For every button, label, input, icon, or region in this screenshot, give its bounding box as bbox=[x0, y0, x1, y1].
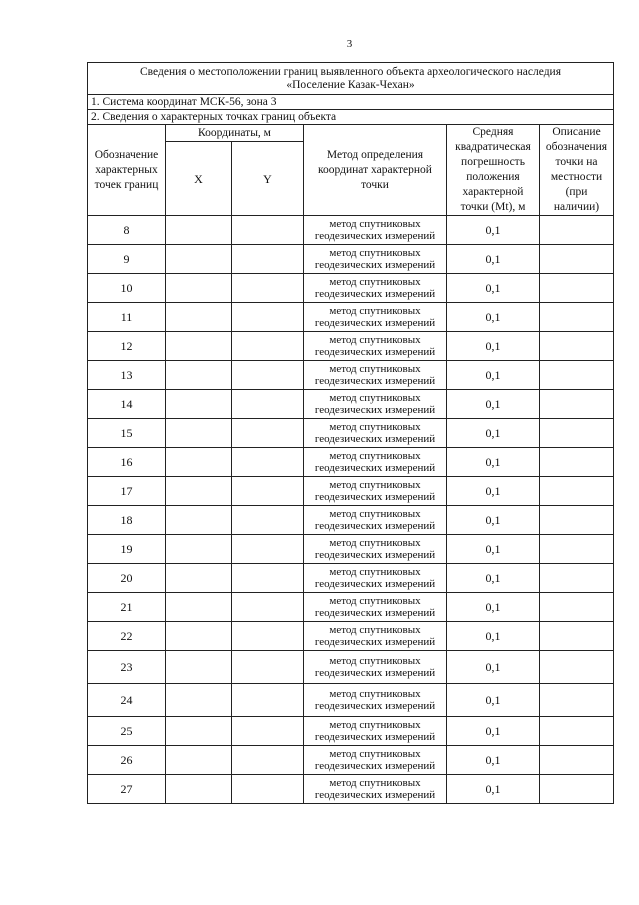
y-coordinate-cell bbox=[232, 506, 304, 535]
method-cell bbox=[304, 332, 447, 361]
point-number-cell: 13 bbox=[88, 361, 166, 390]
method-line-2: геодезических измерений bbox=[314, 433, 436, 445]
y-coordinate-cell bbox=[232, 303, 304, 332]
table-row bbox=[88, 361, 614, 390]
table-row bbox=[88, 332, 614, 361]
header-row-1 bbox=[88, 125, 614, 142]
method-cell bbox=[304, 746, 447, 775]
description-cell bbox=[540, 332, 614, 361]
error-value-cell: 0,1 bbox=[447, 216, 540, 245]
method-line-2: геодезических измерений bbox=[314, 549, 436, 561]
x-coordinate-cell bbox=[166, 622, 232, 651]
point-number-cell: 17 bbox=[88, 477, 166, 506]
x-coordinate-cell bbox=[166, 564, 232, 593]
y-coordinate-cell bbox=[232, 622, 304, 651]
table-row bbox=[88, 684, 614, 717]
coordinates-header: Координаты, м bbox=[166, 125, 304, 142]
description-cell bbox=[540, 593, 614, 622]
method-line-1: метод спутниковых bbox=[329, 450, 421, 462]
description-cell bbox=[540, 390, 614, 419]
x-header: X bbox=[166, 142, 232, 216]
method-line-1: метод спутниковых bbox=[329, 624, 421, 636]
error-value-cell: 0,1 bbox=[447, 390, 540, 419]
method-line-2: геодезических измерений bbox=[314, 700, 436, 712]
error-value-cell: 0,1 bbox=[447, 477, 540, 506]
error-value-cell: 0,1 bbox=[447, 775, 540, 804]
method-cell bbox=[304, 564, 447, 593]
x-coordinate-cell bbox=[166, 535, 232, 564]
section-2-row bbox=[88, 110, 614, 125]
method-line-1: метод спутниковых bbox=[329, 748, 421, 760]
x-coordinate-cell bbox=[166, 448, 232, 477]
method-line-2: геодезических измерений bbox=[314, 462, 436, 474]
error-value-cell: 0,1 bbox=[447, 593, 540, 622]
point-number-cell: 22 bbox=[88, 622, 166, 651]
method-line-2: геодезических измерений bbox=[314, 789, 436, 801]
boundary-points-table bbox=[87, 62, 614, 804]
table-row bbox=[88, 419, 614, 448]
error-value-cell: 0,1 bbox=[447, 448, 540, 477]
x-coordinate-cell bbox=[166, 245, 232, 274]
x-coordinate-cell bbox=[166, 593, 232, 622]
y-coordinate-cell bbox=[232, 216, 304, 245]
table-row bbox=[88, 564, 614, 593]
method-line-1: метод спутниковых bbox=[329, 479, 421, 491]
method-line-1: метод спутниковых bbox=[329, 508, 421, 520]
error-value-cell: 0,1 bbox=[447, 506, 540, 535]
table-row bbox=[88, 245, 614, 274]
y-coordinate-cell bbox=[232, 361, 304, 390]
x-coordinate-cell bbox=[166, 216, 232, 245]
error-value-cell: 0,1 bbox=[447, 361, 540, 390]
x-coordinate-cell bbox=[166, 361, 232, 390]
description-header: Описание обозначения точки на местности (при наличии) bbox=[540, 125, 614, 216]
error-value-cell: 0,1 bbox=[447, 535, 540, 564]
y-coordinate-cell bbox=[232, 390, 304, 419]
x-coordinate-cell bbox=[166, 477, 232, 506]
point-number-cell: 11 bbox=[88, 303, 166, 332]
method-cell bbox=[304, 216, 447, 245]
description-cell bbox=[540, 448, 614, 477]
method-line-2: геодезических измерений bbox=[314, 491, 436, 503]
method-line-2: геодезических измерений bbox=[314, 760, 436, 772]
error-value-cell: 0,1 bbox=[447, 245, 540, 274]
method-cell bbox=[304, 390, 447, 419]
description-cell bbox=[540, 746, 614, 775]
points-section-label: 2. Сведения о характерных точках границ объекта bbox=[88, 110, 614, 125]
method-cell bbox=[304, 448, 447, 477]
y-coordinate-cell bbox=[232, 448, 304, 477]
section-1-row bbox=[88, 95, 614, 110]
method-line-1: метод спутниковых bbox=[329, 566, 421, 578]
table-row bbox=[88, 303, 614, 332]
method-line-2: геодезических измерений bbox=[314, 259, 436, 271]
y-coordinate-cell bbox=[232, 651, 304, 684]
method-line-1: метод спутниковых bbox=[329, 421, 421, 433]
method-cell bbox=[304, 361, 447, 390]
method-line-2: геодезических измерений bbox=[314, 520, 436, 532]
y-coordinate-cell bbox=[232, 684, 304, 717]
y-coordinate-cell bbox=[232, 593, 304, 622]
x-coordinate-cell bbox=[166, 274, 232, 303]
point-number-cell: 20 bbox=[88, 564, 166, 593]
y-coordinate-cell bbox=[232, 274, 304, 303]
table-row bbox=[88, 274, 614, 303]
x-coordinate-cell bbox=[166, 303, 232, 332]
error-value-cell: 0,1 bbox=[447, 419, 540, 448]
description-cell bbox=[540, 564, 614, 593]
error-value-cell: 0,1 bbox=[447, 332, 540, 361]
method-line-1: метод спутниковых bbox=[329, 392, 421, 404]
description-cell bbox=[540, 506, 614, 535]
error-value-cell: 0,1 bbox=[447, 746, 540, 775]
method-cell bbox=[304, 593, 447, 622]
error-value-cell: 0,1 bbox=[447, 717, 540, 746]
y-header: Y bbox=[232, 142, 304, 216]
point-number-cell: 25 bbox=[88, 717, 166, 746]
method-line-1: метод спутниковых bbox=[329, 334, 421, 346]
x-coordinate-cell bbox=[166, 746, 232, 775]
method-cell bbox=[304, 717, 447, 746]
error-value-cell: 0,1 bbox=[447, 622, 540, 651]
point-number-cell: 16 bbox=[88, 448, 166, 477]
x-coordinate-cell bbox=[166, 332, 232, 361]
method-line-2: геодезических измерений bbox=[314, 375, 436, 387]
method-cell bbox=[304, 274, 447, 303]
y-coordinate-cell bbox=[232, 775, 304, 804]
method-line-2: геодезических измерений bbox=[314, 578, 436, 590]
error-value-cell: 0,1 bbox=[447, 651, 540, 684]
point-number-cell: 18 bbox=[88, 506, 166, 535]
description-cell bbox=[540, 419, 614, 448]
point-number-cell: 26 bbox=[88, 746, 166, 775]
method-line-2: геодезических измерений bbox=[314, 288, 436, 300]
method-line-2: геодезических измерений bbox=[314, 667, 436, 679]
x-coordinate-cell bbox=[166, 717, 232, 746]
table-row bbox=[88, 535, 614, 564]
method-line-2: геодезических измерений bbox=[314, 731, 436, 743]
point-number-cell: 9 bbox=[88, 245, 166, 274]
title-line-2: «Поселение Казак-Чехан» bbox=[286, 78, 415, 91]
table-row bbox=[88, 477, 614, 506]
error-header: Средняя квадратическая погрешность положения характерной точки (Mt), м bbox=[447, 125, 540, 216]
x-coordinate-cell bbox=[166, 684, 232, 717]
method-header: Метод определения координат характерной точки bbox=[304, 125, 447, 216]
y-coordinate-cell bbox=[232, 564, 304, 593]
table-row bbox=[88, 506, 614, 535]
point-number-cell: 8 bbox=[88, 216, 166, 245]
coordinate-system-label: 1. Система координат МСК-56, зона 3 bbox=[88, 95, 614, 110]
y-coordinate-cell bbox=[232, 419, 304, 448]
description-cell bbox=[540, 361, 614, 390]
method-cell bbox=[304, 506, 447, 535]
method-line-1: метод спутниковых bbox=[329, 537, 421, 549]
table-row bbox=[88, 390, 614, 419]
point-number-cell: 10 bbox=[88, 274, 166, 303]
method-line-2: геодезических измерений bbox=[314, 636, 436, 648]
point-number-cell: 14 bbox=[88, 390, 166, 419]
description-cell bbox=[540, 216, 614, 245]
method-cell bbox=[304, 419, 447, 448]
method-line-1: метод спутниковых bbox=[329, 276, 421, 288]
point-number-cell: 19 bbox=[88, 535, 166, 564]
method-line-1: метод спутниковых bbox=[329, 719, 421, 731]
point-number-cell: 21 bbox=[88, 593, 166, 622]
description-cell bbox=[540, 245, 614, 274]
method-cell bbox=[304, 622, 447, 651]
description-cell bbox=[540, 622, 614, 651]
error-value-cell: 0,1 bbox=[447, 274, 540, 303]
description-cell bbox=[540, 684, 614, 717]
method-line-1: метод спутниковых bbox=[329, 305, 421, 317]
method-line-2: геодезических измерений bbox=[314, 230, 436, 242]
method-line-2: геодезических измерений bbox=[314, 346, 436, 358]
method-line-1: метод спутниковых bbox=[329, 363, 421, 375]
method-line-1: метод спутниковых bbox=[329, 595, 421, 607]
y-coordinate-cell bbox=[232, 332, 304, 361]
method-line-1: метод спутниковых bbox=[329, 688, 421, 700]
table-row bbox=[88, 775, 614, 804]
table-title bbox=[88, 63, 614, 95]
y-coordinate-cell bbox=[232, 746, 304, 775]
method-cell bbox=[304, 477, 447, 506]
description-cell bbox=[540, 274, 614, 303]
table-row bbox=[88, 593, 614, 622]
point-number-cell: 24 bbox=[88, 684, 166, 717]
method-line-1: метод спутниковых bbox=[329, 777, 421, 789]
point-number-cell: 15 bbox=[88, 419, 166, 448]
point-number-cell: 12 bbox=[88, 332, 166, 361]
y-coordinate-cell bbox=[232, 535, 304, 564]
error-value-cell: 0,1 bbox=[447, 303, 540, 332]
y-coordinate-cell bbox=[232, 717, 304, 746]
x-coordinate-cell bbox=[166, 419, 232, 448]
method-line-1: метод спутниковых bbox=[329, 247, 421, 259]
title-line-1: Сведения о местоположении границ выявленного объекта археологического наследия bbox=[140, 65, 561, 78]
description-cell bbox=[540, 477, 614, 506]
y-coordinate-cell bbox=[232, 477, 304, 506]
table-title-row bbox=[88, 63, 614, 95]
page-number: 3 bbox=[346, 38, 353, 50]
method-line-2: геодезических измерений bbox=[314, 404, 436, 416]
method-cell bbox=[304, 651, 447, 684]
point-number-cell: 23 bbox=[88, 651, 166, 684]
x-coordinate-cell bbox=[166, 775, 232, 804]
point-designation-header: Обозначение характерных точек границ bbox=[88, 125, 166, 216]
method-cell bbox=[304, 775, 447, 804]
table-row bbox=[88, 216, 614, 245]
x-coordinate-cell bbox=[166, 506, 232, 535]
y-coordinate-cell bbox=[232, 245, 304, 274]
point-number-cell: 27 bbox=[88, 775, 166, 804]
table-row bbox=[88, 746, 614, 775]
error-value-cell: 0,1 bbox=[447, 564, 540, 593]
method-line-1: метод спутниковых bbox=[329, 218, 421, 230]
description-cell bbox=[540, 651, 614, 684]
method-line-1: метод спутниковых bbox=[329, 655, 421, 667]
method-cell bbox=[304, 303, 447, 332]
table-row bbox=[88, 622, 614, 651]
error-value-cell: 0,1 bbox=[447, 684, 540, 717]
table-row bbox=[88, 651, 614, 684]
description-cell bbox=[540, 775, 614, 804]
table-row bbox=[88, 717, 614, 746]
method-line-2: геодезических измерений bbox=[314, 317, 436, 329]
method-cell bbox=[304, 684, 447, 717]
description-cell bbox=[540, 535, 614, 564]
x-coordinate-cell bbox=[166, 390, 232, 419]
table-row bbox=[88, 448, 614, 477]
description-cell bbox=[540, 303, 614, 332]
method-cell bbox=[304, 535, 447, 564]
x-coordinate-cell bbox=[166, 651, 232, 684]
method-cell bbox=[304, 245, 447, 274]
method-line-2: геодезических измерений bbox=[314, 607, 436, 619]
description-cell bbox=[540, 717, 614, 746]
